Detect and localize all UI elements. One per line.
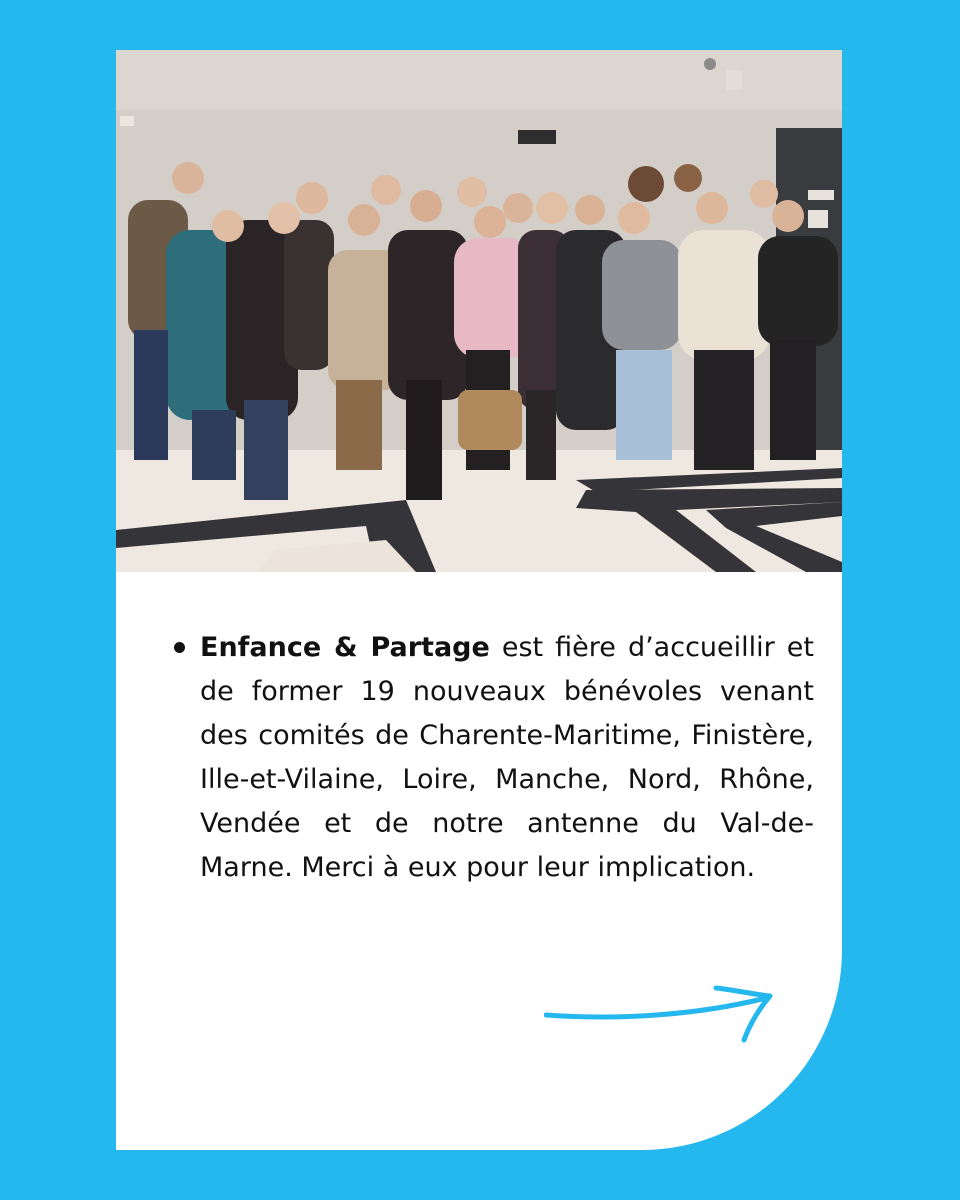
organization-name: Enfance & Partage — [200, 632, 490, 663]
content-card — [116, 50, 842, 1150]
description-list — [174, 626, 814, 890]
arrow-right-icon[interactable] — [544, 980, 776, 1054]
description-text: est fière d’accueillir et de former 19 nouveaux bénévoles venant des comités de Charente-Maritime, Finistère, Ille-et-Vilaine, Loire, Manche, Nord, Rhône, Vendée et de notre antenne du Val-de-Marne. Merci à eux pour leur implication. — [200, 632, 814, 883]
description-item — [174, 626, 814, 890]
bullet-icon — [174, 642, 185, 653]
group-photo-illustration — [116, 50, 842, 572]
arrow-right-icon-svg — [544, 980, 776, 1050]
group-photo — [116, 50, 842, 572]
